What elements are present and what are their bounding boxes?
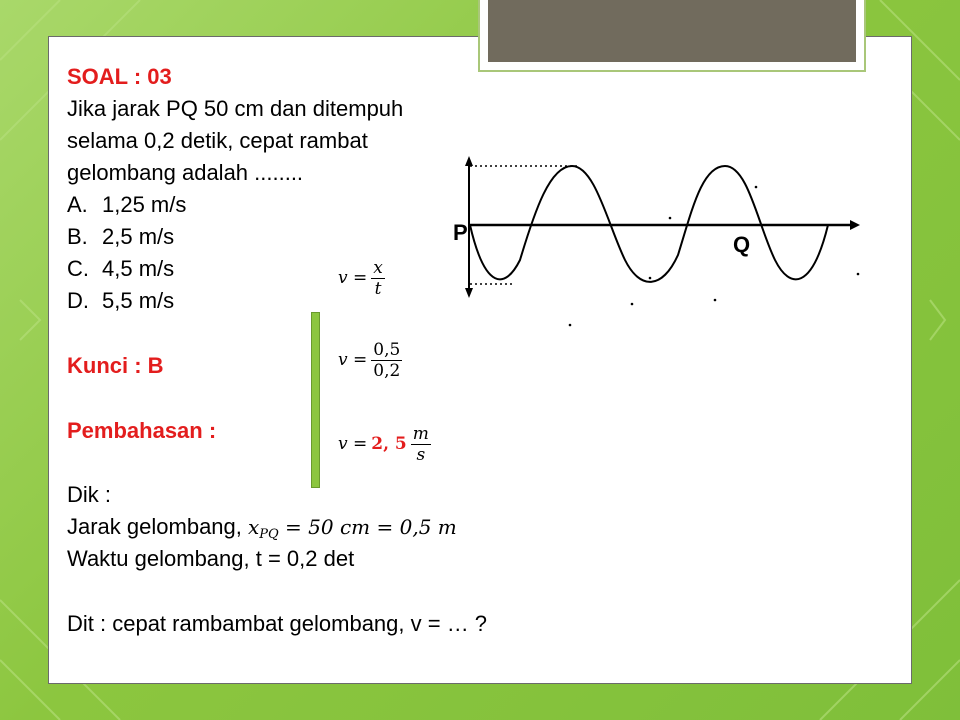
option-d-letter: D.	[67, 288, 89, 313]
wave-axis-arrowhead	[850, 220, 860, 230]
answer-key: Kunci : B	[67, 353, 164, 378]
option-a-letter: A.	[67, 192, 88, 217]
formula-2-denominator: 0,2	[373, 361, 401, 381]
wave-label-p: P	[453, 220, 468, 245]
option-c-letter: C.	[67, 256, 89, 281]
question-title: SOAL : 03	[67, 64, 172, 89]
discussion-heading: Pembahasan :	[67, 418, 217, 443]
formula-unit-denominator: s	[416, 445, 426, 465]
formula-2-v: v =	[338, 350, 368, 370]
arrow-up-head	[465, 156, 473, 166]
distance-line	[67, 514, 457, 548]
formula-2-numerator: 0,5	[373, 340, 401, 360]
option-d	[67, 288, 174, 314]
question-line-1: Jika jarak PQ 50 cm dan ditempuh	[67, 96, 404, 121]
formula-1-numerator: x	[373, 258, 383, 278]
time-line: Waktu gelombang, t = 0,2 det	[67, 546, 355, 571]
formula-result: 2, 5	[371, 434, 407, 454]
known-label: Dik :	[67, 482, 111, 507]
option-b-text: 2,5 m/s	[102, 224, 175, 249]
formula-3-v: v =	[338, 434, 368, 454]
option-d-text: 5,5 m/s	[102, 288, 175, 313]
formula-1-v: v =	[338, 268, 368, 288]
formula-1-denominator: t	[374, 279, 382, 299]
option-b	[67, 224, 174, 250]
arrow-down-head	[465, 288, 473, 298]
formula-unit-numerator: m	[412, 424, 429, 444]
header-decoration	[478, 0, 866, 72]
distance-label: Jarak gelombang,	[67, 514, 248, 539]
wave-diagram	[440, 150, 870, 335]
formula-1	[338, 258, 385, 299]
wave-label-q: Q	[733, 232, 751, 257]
distance-variable: x	[248, 515, 260, 539]
distance-equation: = 50 cm = 0,5 m	[278, 515, 457, 539]
asked-line: Dit : cepat rambambat gelombang, v = … ?	[67, 611, 488, 636]
distance-subscript: PQ	[259, 527, 279, 542]
option-b-letter: B.	[67, 224, 88, 249]
question-line-2: selama 0,2 detik, cepat rambat	[67, 128, 368, 153]
header-decoration-fill	[488, 0, 856, 62]
question-line-3: gelombang adalah ........	[67, 160, 304, 185]
option-a	[67, 192, 186, 218]
formula-2	[338, 340, 402, 381]
formula-3	[338, 424, 431, 465]
option-c	[67, 256, 174, 282]
option-a-text: 1,25 m/s	[102, 192, 187, 217]
green-divider-bar	[311, 312, 320, 488]
option-c-text: 4,5 m/s	[102, 256, 175, 281]
